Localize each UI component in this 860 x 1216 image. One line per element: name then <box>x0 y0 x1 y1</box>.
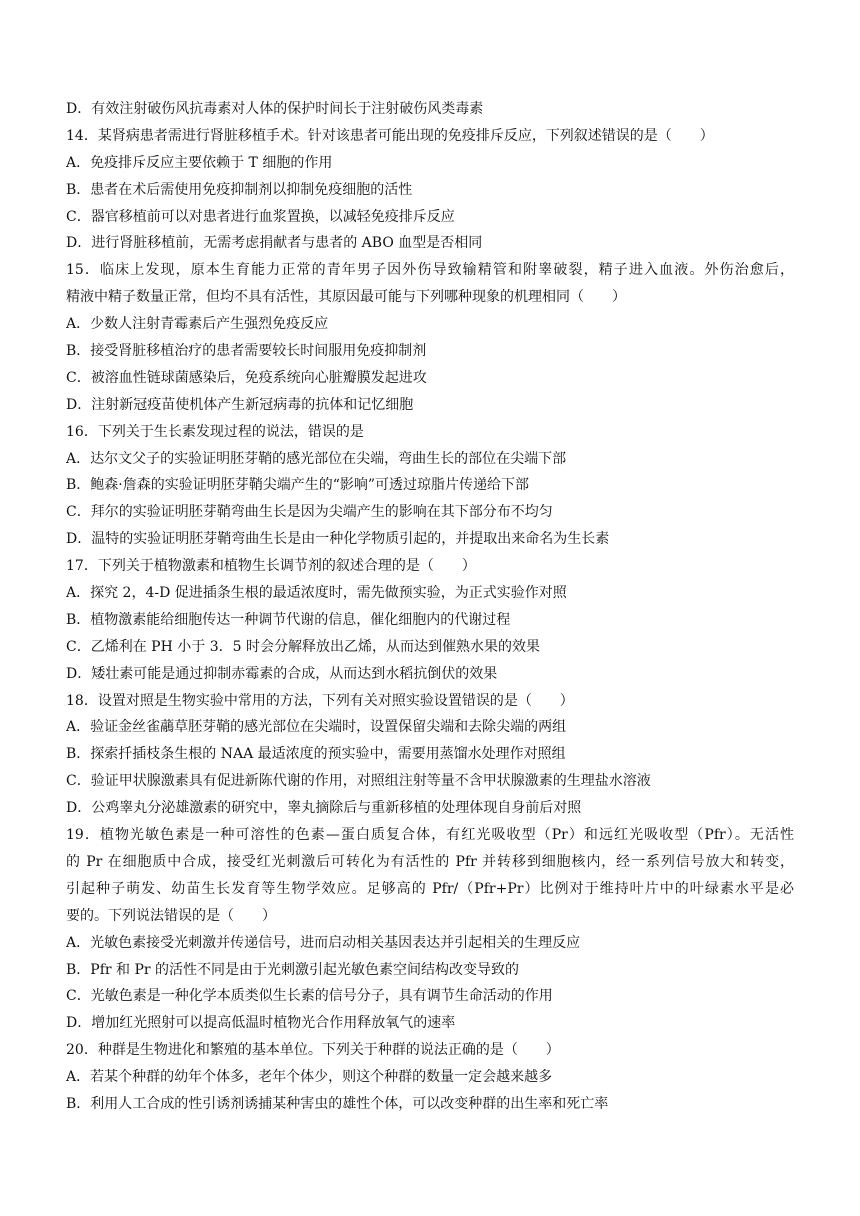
option-d: D．注射新冠疫苗使机体产生新冠病毒的抗体和记忆细胞 <box>66 396 414 413</box>
question-stem-20: 20．种群是生物进化和繁殖的基本单位。下列关于种群的说法正确的是（ ） <box>66 1042 560 1059</box>
option-d: D．增加红光照射可以提高低温时植物光合作用释放氧气的速率 <box>66 1015 456 1032</box>
option-a: A．验证金丝雀虉草胚芽鞘的感光部位在尖端时，设置保留尖端和去除尖端的两组 <box>66 719 567 736</box>
option-b: B．Pfr 和 Pr 的活性不同是由于光刺激引起光敏色素空间结构改变导致的 <box>66 961 520 978</box>
option-b: B．植物激素能给细胞传达一种调节代谢的信息，催化细胞内的代谢过程 <box>66 611 511 628</box>
option-c: C．拜尔的实验证明胚芽鞘弯曲生长是因为尖端产生的影响在其下部分布不均匀 <box>66 504 553 521</box>
question-stem-19-cont: 的 Pr 在细胞质中合成，接受红光刺激后可转化为有活性的 Pfr 并转移到细胞核内，经一系列信号放大和转变， <box>66 853 794 870</box>
option-b: B．探索扦插枝条生根的 NAA 最适浓度的预实验中，需要用蒸馏水处理作对照组 <box>66 746 566 763</box>
option-b: B．接受肾脏移植治疗的患者需要较长时间服用免疫抑制剂 <box>66 343 427 360</box>
question-stem-15-cont: 精液中精子数量正常，但均不具有活性，其原因最可能与下列哪种现象的机理相同（ ） <box>66 289 626 306</box>
option-a: A．光敏色素接受光刺激并传递信号，进而启动相关基因表达并引起相关的生理反应 <box>66 934 581 951</box>
option-a: A．达尔文父子的实验证明胚芽鞘的感光部位在尖端，弯曲生长的部位在尖端下部 <box>66 450 567 467</box>
option-c: C．乙烯利在 PH 小于 3．5 时会分解释放出乙烯，从而达到催熟水果的效果 <box>66 638 540 655</box>
option-a: A．若某个种群的幼年个体多，老年个体少，则这个种群的数量一定会越来越多 <box>66 1069 553 1086</box>
option-c: C．验证甲状腺激素具有促进新陈代谢的作用，对照组注射等量不含甲状腺激素的生理盐水溶液 <box>66 773 651 790</box>
option-a: A．探究 2，4-D 促进插条生根的最适浓度时，需先做预实验，为正式实验作对照 <box>66 585 567 602</box>
option-c: C．被溶血性链球菌感染后，免疫系统向心脏瓣膜发起进攻 <box>66 369 427 386</box>
question-stem-19: 19．植物光敏色素是一种可溶性的色素—蛋白质复合体，有红光吸收型（Pr）和远红光吸收型（Pfr）。无活性 <box>66 827 794 844</box>
question-stem-15: 15．临床上发现，原本生育能力正常的青年男子因外伤导致输精管和附睾破裂，精子进入血液。外伤治愈后， <box>66 262 794 279</box>
option-b: B．利用人工合成的性引诱剂诱捕某种害虫的雄性个体，可以改变种群的出生率和死亡率 <box>66 1095 609 1112</box>
question-stem-19-cont: 要的。下列说法错误的是（ ） <box>66 907 276 924</box>
option-c: C．器官移植前可以对患者进行血浆置换，以减轻免疫排斥反应 <box>66 208 455 225</box>
option-d: D．矮壮素可能是通过抑制赤霉素的合成，从而达到水稻抗倒伏的效果 <box>66 665 498 682</box>
question-stem-18: 18．设置对照是生物实验中常用的方法，下列有关对照实验设置错误的是（ ） <box>66 692 574 709</box>
question-stem-16: 16．下列关于生长素发现过程的说法，错误的是 <box>66 423 364 440</box>
option-a: A．少数人注射青霉素后产生强烈免疫反应 <box>66 316 329 333</box>
option-a: A．免疫排斥反应主要依赖于 T 细胞的作用 <box>66 154 333 171</box>
question-stem-14: 14．某肾病患者需进行肾脏移植手术。针对该患者可能出现的免疫排斥反应，下列叙述错误的是（ ） <box>66 127 714 144</box>
option-d: D．公鸡睾丸分泌雄激素的研究中，睾丸摘除后与重新移植的处理体现自身前后对照 <box>66 800 582 817</box>
option-b: B．鲍森·詹森的实验证明胚芽鞘尖端产生的“影响”可透过琼脂片传递给下部 <box>66 477 530 494</box>
question-text <box>66 96 794 1118</box>
option-d: D．温特的实验证明胚芽鞘弯曲生长是由一种化学物质引起的，并提取出来命名为生长素 <box>66 531 610 548</box>
option-d: D．进行肾脏移植前，无需考虑捐献者与患者的 ABO 血型是否相同 <box>66 235 483 252</box>
question-stem-17: 17．下列关于植物激素和植物生长调节剂的叙述合理的是（ ） <box>66 558 476 575</box>
option-b: B．患者在术后需使用免疫抑制剂以抑制免疫细胞的活性 <box>66 181 413 198</box>
option-c: C．光敏色素是一种化学本质类似生长素的信号分子，具有调节生命活动的作用 <box>66 988 553 1005</box>
text-line: D．有效注射破伤风抗毒素对人体的保护时间长于注射破伤风类毒素 <box>66 101 484 117</box>
question-stem-19-cont: 引起种子萌发、幼苗生长发育等生物学效应。足够高的 Pfr/（Pfr+Pr）比例对于维持叶片中的叶绿素水平是必 <box>66 880 794 897</box>
